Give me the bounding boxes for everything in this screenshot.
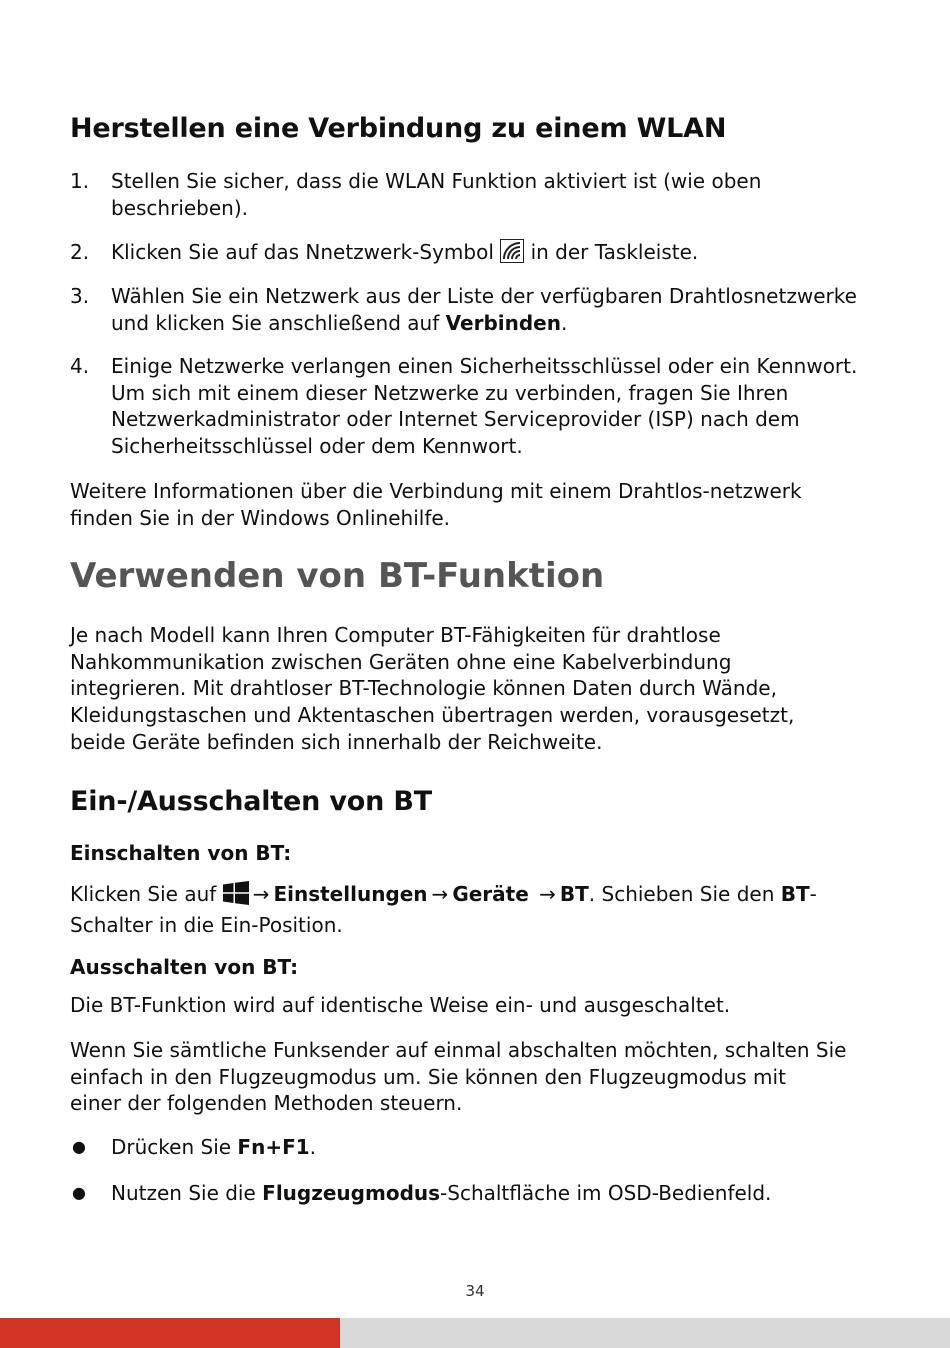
text-line <box>111 239 901 270</box>
text-line: Die BT-Funktion wird auf identische Weise ein- und ausgeschaltet. <box>70 993 731 1017</box>
bold-text: Fn+F1 <box>237 1135 310 1159</box>
windows-start-icon <box>223 881 249 912</box>
text-line: integrieren. Mit drahtloser BT-Technologie können Daten durch Wände, <box>70 676 777 701</box>
wifi-network-icon <box>500 239 524 270</box>
on-subheading: Einschalten von BT: <box>70 841 292 865</box>
bold-text: Verbinden <box>445 310 561 335</box>
text-line <box>111 310 901 337</box>
bullet-icon: ● <box>72 1137 86 1156</box>
text-line: beschrieben). <box>111 195 249 220</box>
text-line: Schalter in die Ein-Position. <box>70 912 343 937</box>
list-number: 4. <box>70 354 90 378</box>
text-span: . <box>309 1135 317 1159</box>
bt-heading: Verwenden von BT-Funktion <box>70 556 605 596</box>
text-line: Netzwerkadministrator oder Internet Serviceprovider (ISP) nach dem <box>111 407 800 432</box>
text-span: -Schaltfläche im OSD-Bedienfeld. <box>440 1181 772 1205</box>
bold-text: Flugzeugmodus <box>262 1181 441 1205</box>
text-line: Wählen Sie ein Netzwerk aus der Liste der verfügbaren Drahtlosnetzwerke <box>111 284 857 308</box>
on-instructions <box>70 881 900 938</box>
list-number: 3. <box>70 284 90 308</box>
arrow-right-icon: → <box>539 882 556 906</box>
text-line: Weitere Informationen über die Verbindung mit einem Drahtlos-netzwerk <box>70 479 802 503</box>
text-line: Einige Netzwerke verlangen einen Sicherheitsschlüssel oder ein Kennwort. <box>111 354 858 378</box>
text-span: Nutzen Sie die <box>111 1181 263 1205</box>
arrow-right-icon: → <box>252 882 270 906</box>
arrow-right-icon: → <box>431 882 449 906</box>
bold-text: Einstellungen <box>273 882 428 906</box>
list-item-text <box>111 168 901 221</box>
text-span: in der Taskleiste. <box>530 240 699 264</box>
text-line: Um sich mit einem dieser Netzwerke zu verbinden, fragen Sie Ihren <box>111 380 789 405</box>
text-span: Klicken Sie auf <box>70 882 217 906</box>
bullet-text <box>111 1134 901 1161</box>
text-span: Klicken Sie auf das Nnetzwerk-Symbol <box>111 240 494 264</box>
text-span: . <box>560 310 568 335</box>
bullet-icon: ● <box>72 1183 86 1202</box>
list-item-text <box>111 283 901 336</box>
list-number: 2. <box>70 240 90 264</box>
off-text <box>70 992 900 1019</box>
bt-intro <box>70 622 900 756</box>
text-line: finden Sie in der Windows Onlinehilfe. <box>70 505 451 530</box>
text-line <box>111 1134 901 1161</box>
bold-text: Geräte <box>452 882 529 906</box>
list-item-text <box>111 239 901 270</box>
text-line: Sicherheitsschlüssel oder dem Kennwort. <box>111 434 523 459</box>
text-line <box>70 881 900 912</box>
text-line: Je nach Modell kann Ihren Computer BT-Fähigkeiten für drahtlose <box>70 623 721 647</box>
text-line: einer der folgenden Methoden steuern. <box>70 1091 463 1116</box>
text-line: beide Geräte befinden sich innerhalb der Reichweite. <box>70 729 603 754</box>
list-item-text <box>111 353 901 460</box>
text-line: Stellen Sie sicher, dass die WLAN Funktion aktiviert ist (wie oben <box>111 169 762 193</box>
wlan-heading: Herstellen eine Verbindung zu einem WLAN <box>70 113 727 144</box>
bullet-text <box>111 1180 901 1207</box>
footer-grey-bar <box>340 1318 950 1348</box>
text-line: Nahkommunikation zwischen Geräten ohne eine Kabelverbindung <box>70 649 732 674</box>
airplane-paragraph <box>70 1037 900 1117</box>
footer-accent-bar <box>0 1318 340 1348</box>
text-span: - <box>809 882 817 906</box>
text-line <box>111 1180 901 1207</box>
text-span: Drücken Sie <box>111 1135 238 1159</box>
text-line: Wenn Sie sämtliche Funksender auf einmal abschalten möchten, schalten Sie <box>70 1038 847 1062</box>
text-span: . Schieben Sie den <box>588 882 781 906</box>
list-number: 1. <box>70 169 90 193</box>
text-line: Kleidungstaschen und Aktentaschen übertragen werden, vorausgesetzt, <box>70 703 795 728</box>
onoff-heading: Ein-/Ausschalten von BT <box>70 786 432 817</box>
bold-text: BT <box>780 882 810 906</box>
text-line: einfach in den Flugzeugmodus um. Sie können den Flugzeugmodus mit <box>70 1064 786 1089</box>
text-span: und klicken Sie anschließend auf <box>111 310 446 335</box>
page-number: 34 <box>465 1282 485 1300</box>
wlan-note <box>70 478 900 531</box>
bold-text: BT <box>559 882 589 906</box>
off-subheading: Ausschalten von BT: <box>70 955 299 979</box>
